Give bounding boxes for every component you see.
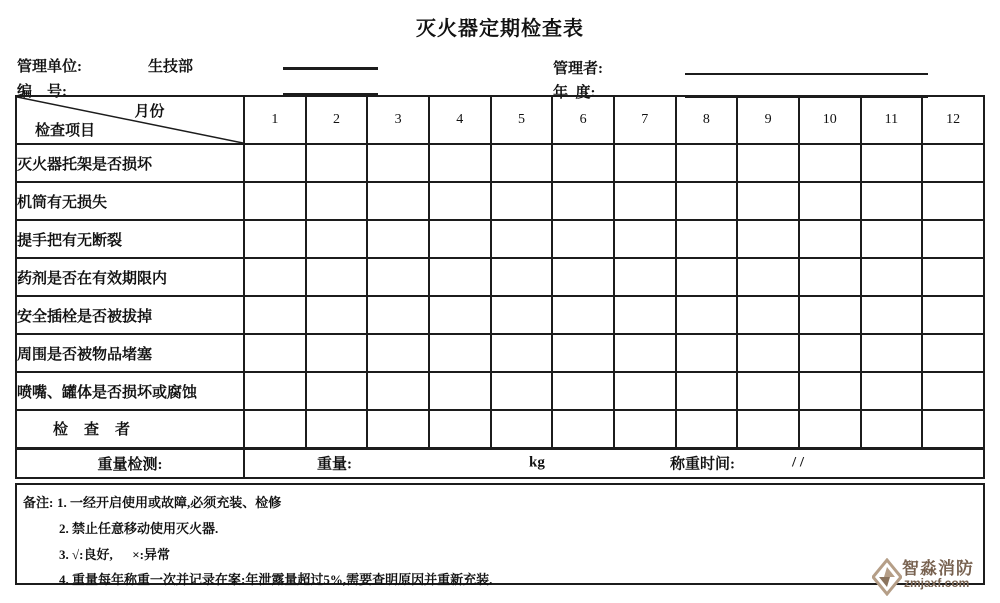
- check-cell[interactable]: [367, 372, 429, 410]
- check-cell[interactable]: [429, 182, 491, 220]
- check-cell[interactable]: [737, 296, 799, 334]
- check-cell[interactable]: [861, 296, 923, 334]
- check-cell[interactable]: [244, 296, 306, 334]
- check-cell[interactable]: [429, 334, 491, 372]
- check-cell[interactable]: [799, 410, 861, 448]
- check-cell[interactable]: [552, 334, 614, 372]
- corner-cell: [16, 96, 244, 144]
- check-cell[interactable]: [799, 258, 861, 296]
- check-cell[interactable]: [306, 372, 368, 410]
- check-cell[interactable]: [799, 296, 861, 334]
- table-row: [16, 258, 984, 296]
- check-cell[interactable]: [676, 410, 738, 448]
- table-row: [16, 144, 984, 182]
- check-cell[interactable]: [367, 334, 429, 372]
- weight-label: 重量:: [317, 456, 352, 473]
- check-cell[interactable]: [244, 220, 306, 258]
- check-cell[interactable]: [922, 182, 984, 220]
- month-header-12: 12: [922, 96, 984, 144]
- check-cell[interactable]: [676, 144, 738, 182]
- month-header-6: 6: [552, 96, 614, 144]
- year-label: 年 度:: [553, 85, 596, 101]
- row-label: 检查者: [16, 410, 244, 448]
- check-cell[interactable]: [861, 220, 923, 258]
- check-cell[interactable]: [614, 410, 676, 448]
- check-cell[interactable]: [676, 182, 738, 220]
- check-cell[interactable]: [367, 410, 429, 448]
- check-cell[interactable]: [922, 334, 984, 372]
- row-label: 喷嘴、罐体是否损坏或腐蚀: [16, 372, 244, 410]
- manager-label: 管理者:: [553, 61, 603, 77]
- check-cell[interactable]: [614, 182, 676, 220]
- check-cell[interactable]: [552, 220, 614, 258]
- check-cell[interactable]: [367, 182, 429, 220]
- check-cell[interactable]: [367, 220, 429, 258]
- row-label: 机筒有无损失: [16, 182, 244, 220]
- check-cell[interactable]: [491, 372, 553, 410]
- diamond-logo-icon: [872, 558, 902, 596]
- check-cell[interactable]: [244, 372, 306, 410]
- weight-row: [16, 448, 984, 478]
- check-cell[interactable]: [429, 144, 491, 182]
- month-header-4: 4: [429, 96, 491, 144]
- month-header-2: 2: [306, 96, 368, 144]
- table-row: [16, 296, 984, 334]
- check-cell[interactable]: [861, 182, 923, 220]
- check-cell[interactable]: [614, 258, 676, 296]
- check-cell[interactable]: [861, 372, 923, 410]
- check-cell[interactable]: [676, 296, 738, 334]
- check-cell[interactable]: [614, 372, 676, 410]
- check-cell[interactable]: [861, 334, 923, 372]
- check-cell[interactable]: [922, 220, 984, 258]
- check-cell[interactable]: [244, 182, 306, 220]
- logo-url: zmjaxf.com: [904, 576, 970, 590]
- check-cell[interactable]: [491, 144, 553, 182]
- check-cell[interactable]: [922, 410, 984, 448]
- check-cell[interactable]: [306, 220, 368, 258]
- row-label: 提手把有无断裂: [16, 220, 244, 258]
- number-label: 编 号:: [17, 84, 67, 100]
- check-cell[interactable]: [676, 220, 738, 258]
- unit-label: 管理单位:: [17, 59, 82, 75]
- check-cell[interactable]: [676, 372, 738, 410]
- note-item-2: 2. 禁止任意移动使用灭火器.: [59, 521, 219, 536]
- check-cell[interactable]: [429, 220, 491, 258]
- table-row: [16, 334, 984, 372]
- check-cell[interactable]: [799, 220, 861, 258]
- weigh-date-value: / /: [792, 454, 805, 471]
- check-cell[interactable]: [861, 258, 923, 296]
- note-item-1: 1. 一经开启使用或故障,必须充装、检修: [57, 495, 282, 510]
- month-header-10: 10: [799, 96, 861, 144]
- check-cell[interactable]: [614, 220, 676, 258]
- row-label: 周围是否被物品堵塞: [16, 334, 244, 372]
- month-header-5: 5: [491, 96, 553, 144]
- inspection-table: [15, 95, 985, 479]
- page-title: 灭火器定期检查表: [416, 18, 584, 40]
- check-cell[interactable]: [552, 410, 614, 448]
- row-label: 灭火器托架是否损坏: [16, 144, 244, 182]
- check-cell[interactable]: [676, 334, 738, 372]
- month-header-3: 3: [367, 96, 429, 144]
- check-cell[interactable]: [306, 182, 368, 220]
- month-header-1: 1: [244, 96, 306, 144]
- check-cell[interactable]: [491, 220, 553, 258]
- check-cell[interactable]: [799, 334, 861, 372]
- check-cell[interactable]: [676, 258, 738, 296]
- check-cell[interactable]: [244, 334, 306, 372]
- check-cell[interactable]: [799, 144, 861, 182]
- check-cell[interactable]: [737, 144, 799, 182]
- check-cell[interactable]: [244, 144, 306, 182]
- month-header-9: 9: [737, 96, 799, 144]
- check-cell[interactable]: [552, 182, 614, 220]
- check-cell[interactable]: [491, 296, 553, 334]
- table-row: [16, 372, 984, 410]
- check-cell[interactable]: [737, 372, 799, 410]
- corner-month-label: 月份: [134, 104, 165, 120]
- manager-underline: [685, 73, 928, 75]
- check-cell[interactable]: [552, 372, 614, 410]
- check-cell[interactable]: [861, 144, 923, 182]
- check-cell[interactable]: [799, 372, 861, 410]
- weight-unit: kg: [529, 454, 545, 471]
- row-label: 安全插栓是否被拔掉: [16, 296, 244, 334]
- row-label: 药剂是否在有效期限内: [16, 258, 244, 296]
- check-cell[interactable]: [429, 258, 491, 296]
- check-cell[interactable]: [491, 334, 553, 372]
- weight-detail-cell[interactable]: [244, 448, 984, 478]
- check-cell[interactable]: [306, 334, 368, 372]
- notes-box: [15, 483, 985, 585]
- check-cell[interactable]: [552, 258, 614, 296]
- watermark-logo: [872, 554, 998, 600]
- corner-item-label: 检查项目: [35, 123, 96, 139]
- check-cell[interactable]: [922, 258, 984, 296]
- unit-underline: [283, 67, 378, 70]
- check-cell[interactable]: [737, 220, 799, 258]
- check-cell[interactable]: [367, 144, 429, 182]
- check-cell[interactable]: [737, 182, 799, 220]
- table-row: [16, 182, 984, 220]
- table-row: [16, 220, 984, 258]
- check-cell[interactable]: [306, 144, 368, 182]
- check-cell[interactable]: [614, 144, 676, 182]
- check-cell[interactable]: [737, 258, 799, 296]
- month-header-8: 8: [676, 96, 738, 144]
- check-cell[interactable]: [614, 296, 676, 334]
- check-cell[interactable]: [491, 182, 553, 220]
- note-item-3: 3. √:良好, ×:异常: [59, 547, 170, 562]
- check-cell[interactable]: [306, 296, 368, 334]
- check-cell[interactable]: [922, 372, 984, 410]
- unit-value: 生技部: [148, 59, 194, 75]
- check-cell[interactable]: [491, 258, 553, 296]
- check-cell[interactable]: [861, 410, 923, 448]
- check-cell[interactable]: [429, 372, 491, 410]
- check-cell[interactable]: [306, 258, 368, 296]
- notes-label: 备注:: [23, 495, 54, 510]
- check-cell[interactable]: [799, 182, 861, 220]
- check-cell[interactable]: [922, 144, 984, 182]
- weight-check-label: 重量检测:: [16, 448, 244, 478]
- note-item-4: 4. 重量每年称重一次并记录在案:年泄露量超过5%,需要查明原因并重新充装.: [59, 572, 493, 587]
- month-header-row: [16, 96, 984, 144]
- check-cell[interactable]: [552, 296, 614, 334]
- check-cell[interactable]: [367, 258, 429, 296]
- check-cell[interactable]: [244, 258, 306, 296]
- check-cell[interactable]: [552, 144, 614, 182]
- logo-name: 智淼消防: [902, 559, 974, 578]
- check-cell[interactable]: [306, 410, 368, 448]
- check-cell[interactable]: [737, 334, 799, 372]
- month-header-11: 11: [861, 96, 923, 144]
- check-cell[interactable]: [614, 334, 676, 372]
- check-cell[interactable]: [429, 410, 491, 448]
- month-header-7: 7: [614, 96, 676, 144]
- check-cell[interactable]: [737, 410, 799, 448]
- check-cell[interactable]: [367, 296, 429, 334]
- table-row: [16, 410, 984, 448]
- check-cell[interactable]: [922, 296, 984, 334]
- weigh-time-label: 称重时间:: [670, 456, 735, 473]
- check-cell[interactable]: [491, 410, 553, 448]
- check-cell[interactable]: [429, 296, 491, 334]
- check-cell[interactable]: [244, 410, 306, 448]
